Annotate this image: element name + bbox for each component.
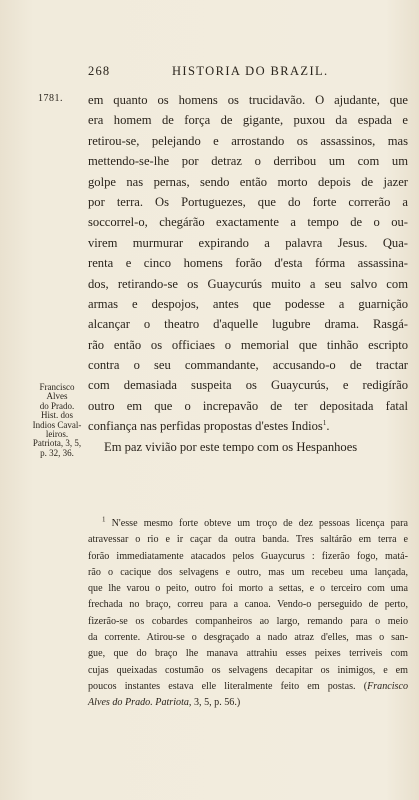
footnote	[88, 516, 408, 712]
page-header	[88, 64, 408, 78]
page-number: 268	[88, 64, 111, 78]
body-line: Em paz vivião por este tempo com os Hespanhoes	[104, 439, 358, 454]
body-line: dos, retirando-se os Guaycurús muito a seu salvo com	[88, 276, 408, 291]
body-line: alcançar o theatro d'aquelle lugubre drama. Rasgá-	[88, 317, 408, 332]
body-text	[88, 90, 408, 457]
body-line: em quanto os homens os trucidavão. O ajudante, que	[88, 93, 408, 107]
running-title: HISTORIA DO BRAZIL.	[172, 64, 329, 78]
footnote-citation-source: Alves do Prado. Patriota,	[88, 697, 192, 709]
footnote-line: da corrente. Atirou-se o desgraçado a nado atraz d'elles, mas o san-	[88, 632, 408, 644]
footnote-line	[88, 695, 408, 711]
margin-citation	[30, 383, 84, 458]
footnote-line: cujas queixadas costumão os selvagens decapitar os inimigos, e em	[88, 664, 408, 676]
margin-citation-line: p. 32, 36.	[40, 447, 74, 458]
footnote-citation-open: (	[363, 680, 368, 692]
margin-citation-line: leiros.	[45, 429, 69, 440]
body-line: soccorrel-o, chegárão exactamente a tempo de o ou-	[88, 215, 408, 230]
footnote-line: rão o cacique dos selvagens e outro, mas um recebeu uma lançada,	[88, 566, 408, 578]
footnote-reference[interactable]: 1	[322, 419, 327, 428]
footnote-line: frechada no braço, correu para a canoa. Vendo-o perseguido de perto,	[88, 599, 408, 611]
footnote-line	[88, 516, 408, 532]
footnote-marker: 1	[102, 515, 106, 524]
footnote-text: poucos instantes estava elle literalmente feito em postas.	[88, 680, 356, 692]
margin-citation-line: Patriota, 3, 5,	[32, 438, 82, 449]
footnote-citation-ref: 3, 5, p. 56.)	[191, 697, 241, 709]
body-line: com demasiada suspeita os Guaycurús, e redigírão	[88, 378, 408, 393]
margin-citation-line: Indios Caval-	[32, 419, 82, 430]
footnote-line: forão immediatamente atacados pelos Guaycurus : fizerão fogo, matá-	[88, 550, 408, 562]
margin-citation-line: Hist. dos	[40, 410, 73, 421]
body-line: armas e despojos, antes que podesse a guarnição	[88, 296, 408, 311]
footnote-line: que lhe varou o peito, outro foi morto a settas, e o terceiro com uma	[88, 583, 408, 595]
body-line: rão então os officiaes o memorial que tinhão escripto	[88, 337, 408, 352]
footnote-line: fizerão-se os cobardes companheiros ao largo, remando para o meio	[88, 615, 408, 627]
margin-citation-line: Alves	[46, 391, 68, 402]
body-line: outro em que o increpavão de ter depositada fatal	[88, 398, 408, 413]
body-line: mettendo-se-lhe por detraz o derribou um com um	[88, 154, 408, 169]
footnote-line: atravessar o rio e ir caçar da outra banda. Tres saltárão em terra e	[88, 534, 408, 546]
footnote-text: N'esse mesmo forte obteve um troço de dez pessoas licença para	[111, 518, 408, 529]
body-line-with-footnote-ref: confiança nas perfidas propostas d'estes Indios$^1$.	[88, 419, 330, 434]
body-line: confiança nas perfidas propostas d'estes Indios	[88, 419, 323, 434]
body-line: golpe nas pernas, sendo então morto depois de jazer	[88, 174, 408, 189]
footnote-line	[88, 679, 408, 695]
body-line: renta e cinco homens forão d'esta fórma assassina-	[88, 256, 408, 271]
footnote-line: gue, que do braço lhe manava attrahiu esses peixes terriveis com	[88, 648, 408, 660]
body-line: virem murmurar expirando a palavra Jesus. Qua-	[88, 235, 408, 250]
margin-citation-line: do Prado.	[39, 400, 75, 411]
body-line: por terra. Os Portuguezes, que do forte correrão a	[88, 194, 408, 209]
body-line: contra o seu commandante, accusando-o de tractar	[88, 358, 408, 373]
margin-year: 1781.	[38, 93, 63, 104]
body-line: era homem de força de gigante, puxou da espada e	[88, 113, 408, 128]
body-line: retirou-se, pelejando e arrostando os assassinos, mas	[88, 133, 408, 148]
footnote-citation-author: Francisco	[367, 680, 408, 692]
margin-citation-line: Francisco	[39, 382, 75, 392]
